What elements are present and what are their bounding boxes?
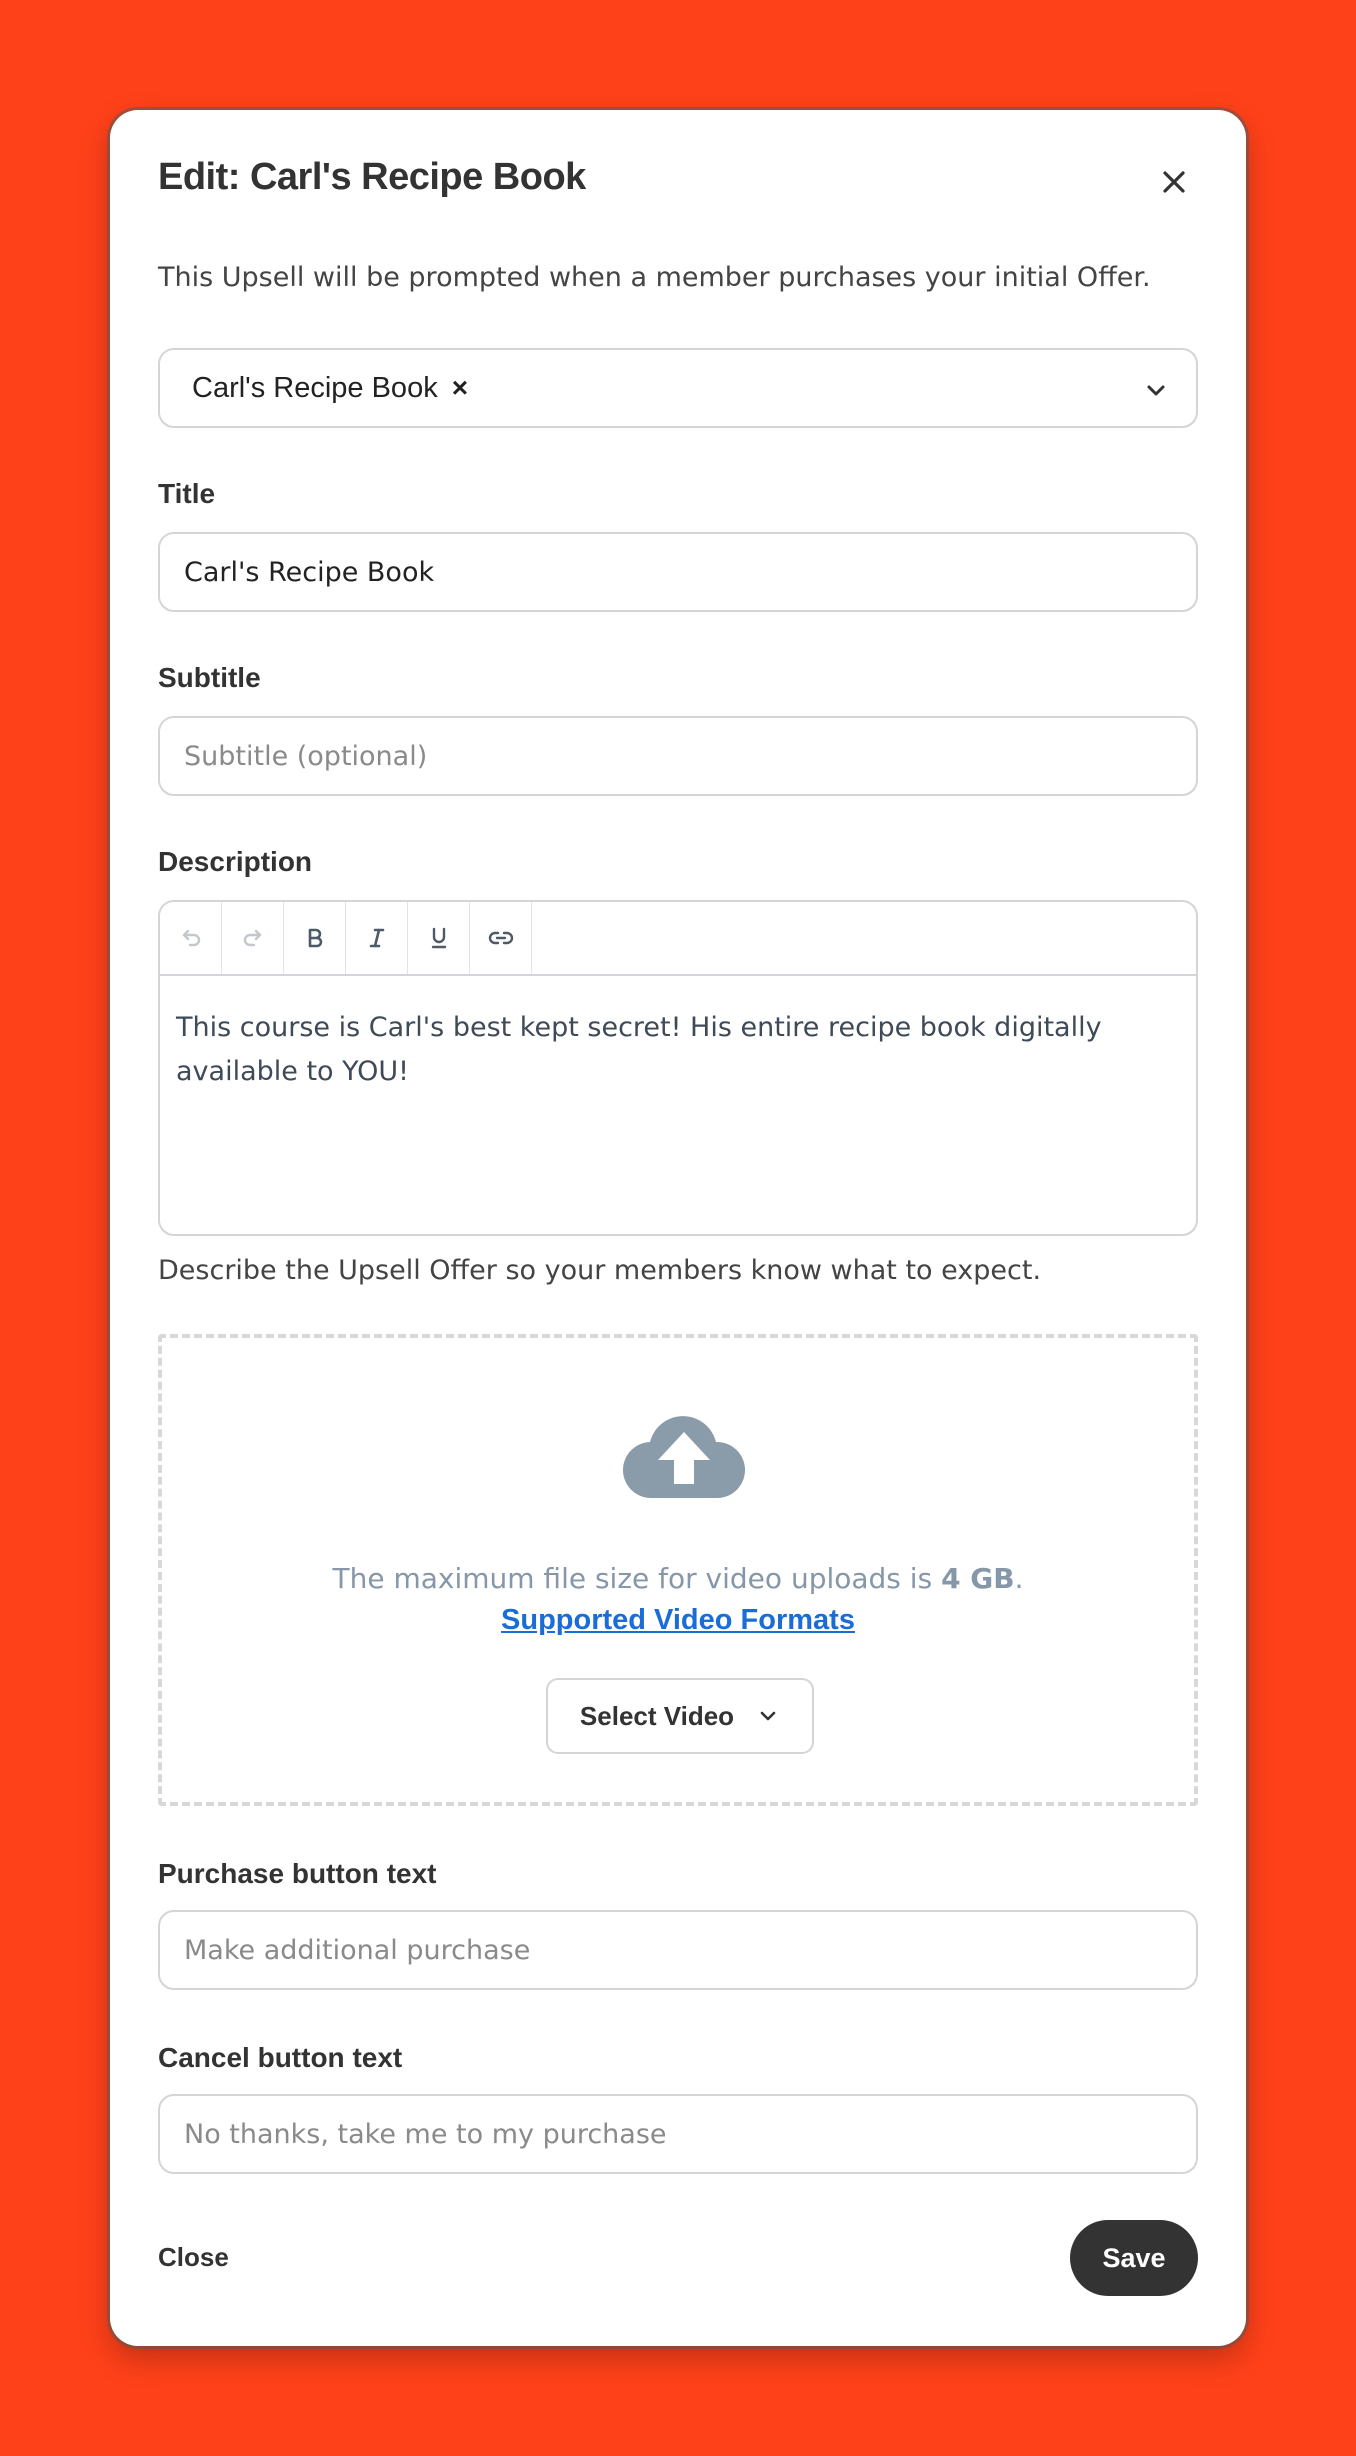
- save-button[interactable]: Save: [1070, 2220, 1198, 2296]
- purchase-button-text-label: Purchase button text: [158, 1858, 437, 1889]
- remove-tag-icon[interactable]: ×: [451, 372, 469, 403]
- chevron-down-icon[interactable]: [1142, 376, 1170, 404]
- purchase-button-text-input[interactable]: [158, 1910, 1198, 1990]
- selected-offer-label: Carl's Recipe Book: [192, 371, 438, 404]
- description-text[interactable]: This course is Carl's best kept secret! His entire recipe book digitally available to YOU!: [176, 1012, 1102, 1087]
- selected-offer-tag: [192, 372, 468, 405]
- supported-formats-link[interactable]: Supported Video Formats: [501, 1604, 855, 1636]
- redo-icon[interactable]: [222, 902, 284, 974]
- cloud-upload-icon: [622, 1412, 746, 1500]
- bold-icon[interactable]: [284, 902, 346, 974]
- cancel-button-text-label: Cancel button text: [158, 2042, 403, 2073]
- subtitle-input[interactable]: [158, 716, 1198, 796]
- select-video-button[interactable]: [546, 1678, 814, 1754]
- video-dropzone[interactable]: [158, 1334, 1198, 1806]
- undo-icon[interactable]: [160, 902, 222, 974]
- description-editor[interactable]: [158, 900, 1198, 1236]
- max-size-value: 4 GB: [941, 1562, 1015, 1595]
- edit-upsell-modal: [110, 110, 1246, 2346]
- chevron-down-icon: [756, 1704, 780, 1728]
- upload-size-text: The maximum file size for video uploads is 4 GB.: [332, 1562, 1024, 1595]
- cancel-button-text-input[interactable]: [158, 2094, 1198, 2174]
- title-label: Title: [158, 478, 216, 509]
- italic-icon[interactable]: [346, 902, 408, 974]
- intro-text: This Upsell will be prompted when a member purchases your initial Offer.: [158, 262, 1151, 293]
- subtitle-label: Subtitle: [158, 662, 261, 693]
- offer-select[interactable]: [158, 348, 1198, 428]
- close-button[interactable]: Close: [158, 2242, 229, 2272]
- modal-title: Edit: Carl's Recipe Book: [158, 156, 586, 198]
- select-video-label: Select Video: [579, 1700, 735, 1731]
- description-label: Description: [158, 846, 313, 877]
- description-help: Describe the Upsell Offer so your members know what to expect.: [158, 1255, 1042, 1286]
- underline-icon[interactable]: [408, 902, 470, 974]
- link-icon[interactable]: [470, 902, 532, 974]
- title-input[interactable]: [158, 532, 1198, 612]
- close-icon[interactable]: [1154, 162, 1194, 202]
- editor-toolbar: [160, 902, 1196, 976]
